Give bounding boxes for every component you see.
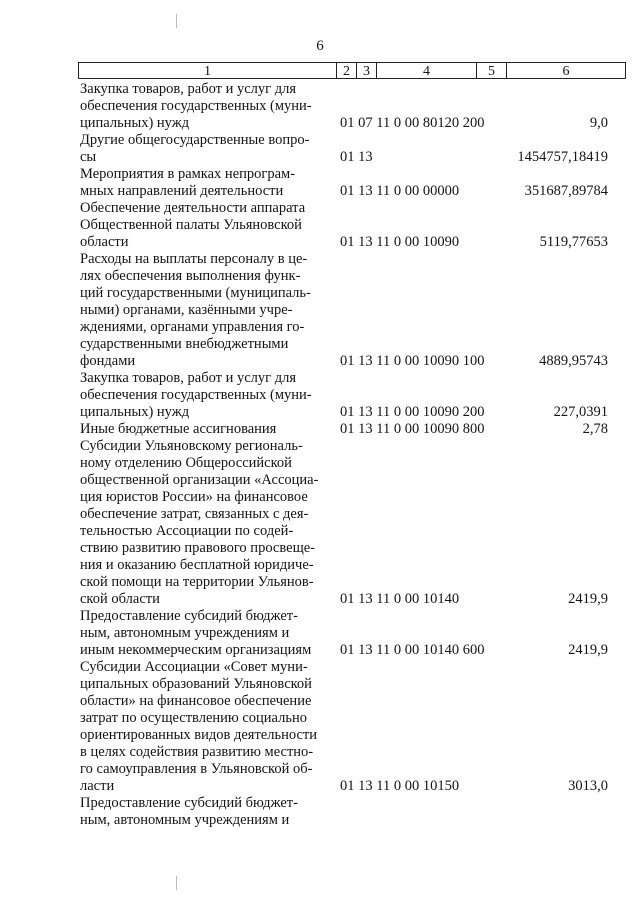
- header-cell: 5: [477, 63, 507, 78]
- row-name: Субсидии Ассоциации «Совет муни- ципальных образований Ульяновской области» на финансовое обеспечение затрат по осуществлению социально ориентированных видов деятельности в целях содействия развитию местно- го самоуправления в Ульяновской об- ласти: [80, 659, 317, 794]
- row-code: 01 13 11 0 00 10090 800: [340, 421, 485, 437]
- header-cell: 6: [562, 64, 570, 79]
- page-number: 6: [316, 38, 324, 54]
- row-code: 01 13 11 0 00 10140: [340, 591, 460, 607]
- header-cell: 2: [337, 63, 357, 78]
- table-row: [80, 421, 610, 438]
- row-sum: 227,0391: [553, 404, 608, 420]
- row-name: Субсидии Ульяновскому региональ- ному отделению Общероссийской общественной организации «Ассоциа- ция юристов России» на финансовое обеспечение затрат, связанных с дея- тельностью Ассоциации по содей- ствию развитию правового просвеще- ния и оказанию бесплатной юридиче- ской помощи на территории Ульянов- ской области: [80, 438, 319, 607]
- scan-mark: [176, 14, 177, 28]
- table-row: [80, 659, 610, 795]
- header-cell: 1: [79, 63, 337, 78]
- row-code: 01 07 11 0 00 80120 200: [340, 115, 485, 131]
- table-row: [80, 81, 610, 132]
- table-header: [78, 62, 626, 79]
- row-sum: 2419,9: [568, 642, 608, 658]
- row-name: Другие общегосударственные вопро- сы: [80, 132, 310, 165]
- row-code: 01 13: [340, 149, 373, 165]
- row-code: 01 13 11 0 00 10140 600: [340, 642, 485, 658]
- row-name: Иные бюджетные ассигнования: [80, 421, 277, 437]
- table-row: [80, 370, 610, 421]
- scan-mark: [176, 876, 177, 890]
- row-name: Предоставление субсидий бюджет- ным, автономным учреждениям и: [80, 795, 298, 828]
- row-name: Закупка товаров, работ и услуг для обеспечения государственных (муни- ципальных) нужд: [80, 81, 312, 131]
- row-name: Мероприятия в рамках непрограм- мных направлений деятельности: [80, 166, 296, 199]
- row-sum: 2419,9: [568, 591, 608, 607]
- table-row: [80, 438, 610, 608]
- row-sum: 3013,0: [568, 778, 608, 794]
- table-body: [80, 81, 610, 829]
- table-row: [80, 132, 610, 166]
- row-code: 01 13 11 0 00 10150: [340, 778, 460, 794]
- row-code: 01 13 11 0 00 10090: [340, 234, 460, 250]
- row-name: Обеспечение деятельности аппарата Общественной палаты Ульяновской области: [80, 200, 306, 250]
- row-code: 01 13 11 0 00 00000: [340, 183, 460, 199]
- row-code: 01 13 11 0 00 10090 200: [340, 404, 485, 420]
- header-cell: 3: [357, 63, 377, 78]
- row-code: 01 13 11 0 00 10090 100: [340, 353, 485, 369]
- row-sum: 9,0: [589, 115, 608, 131]
- table-row: [80, 200, 610, 251]
- header-cell: 4: [377, 63, 477, 78]
- table-row: [80, 251, 610, 370]
- row-sum: 4889,95743: [539, 353, 608, 369]
- row-name: Закупка товаров, работ и услуг для обеспечения государственных (муни- ципальных) нужд: [80, 370, 312, 420]
- table-row: [80, 795, 610, 829]
- row-sum: 1454757,18419: [517, 149, 608, 165]
- table-row: [80, 166, 610, 200]
- row-sum: 351687,89784: [524, 183, 608, 199]
- row-name: Предоставление субсидий бюджет- ным, автономным учреждениям и иным некоммерческим организациям: [80, 608, 312, 658]
- row-sum: 5119,77653: [539, 234, 608, 250]
- row-sum: 2,78: [582, 421, 608, 437]
- table-row: [80, 608, 610, 659]
- row-name: Расходы на выплаты персоналу в це- лях обеспечения выполнения функ- ций государственными (муниципаль- ными) органами, казёнными учре- ждениями, органами управления го- сударственными внебюджетными фондами: [80, 251, 311, 369]
